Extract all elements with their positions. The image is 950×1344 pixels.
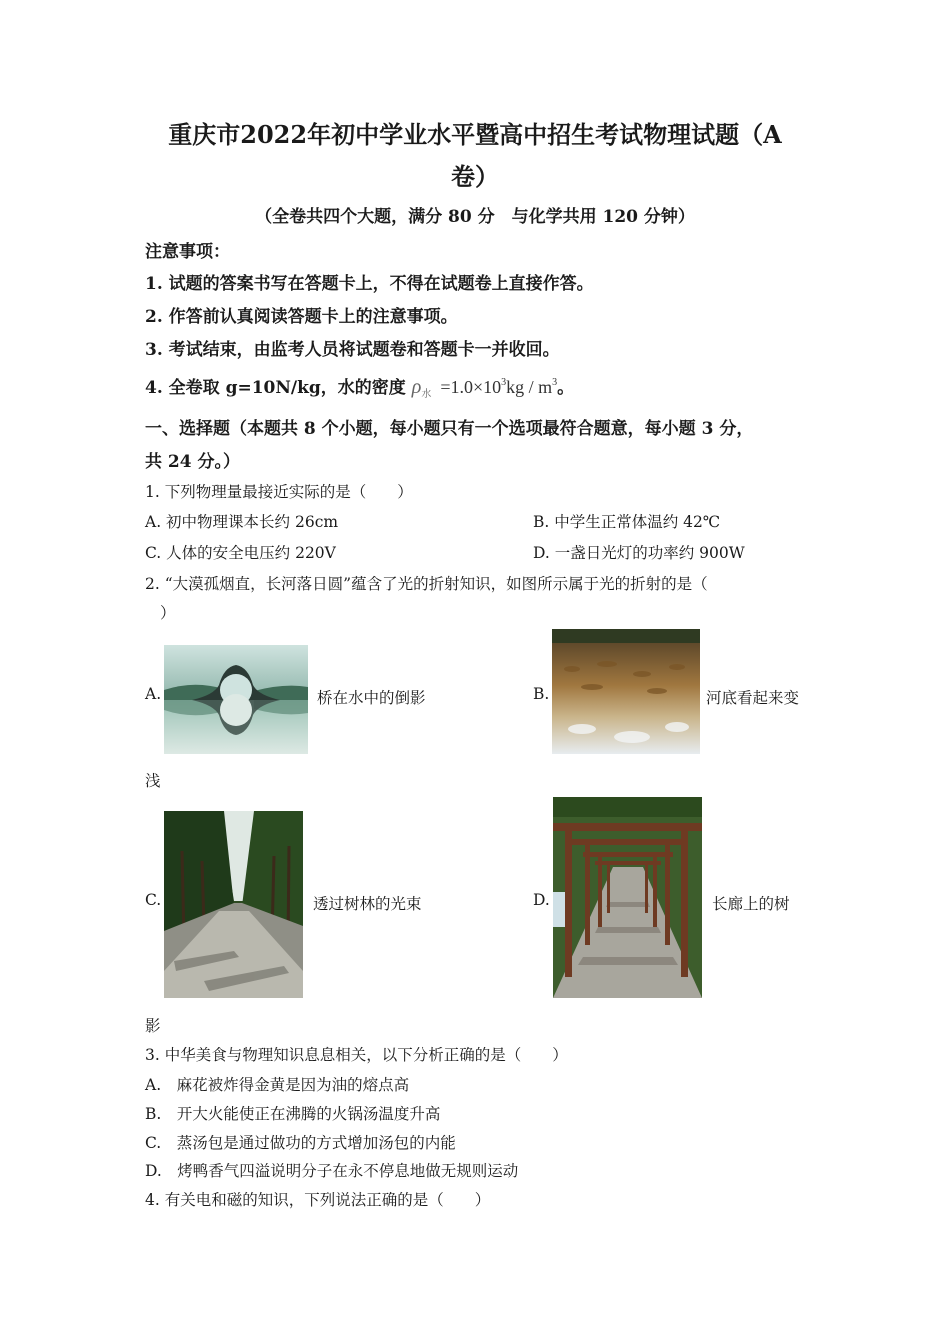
corridor-shadow-photo: [553, 797, 702, 998]
q2-option-b-caption: 河底看起来变: [706, 689, 800, 707]
q2-option-b-caption-wrap: 浅: [145, 772, 161, 790]
notice-item-4: 4. 全卷取 g=10N/kg，水的密度 $\rho_水 =1.0\times 10^3kg / m^3$。: [145, 376, 575, 400]
q4-stem: 4. 有关电和磁的知识，下列说法正确的是（ ）: [145, 1191, 491, 1209]
bridge-reflection-photo: [164, 645, 308, 754]
q2-stem-end: ）: [160, 604, 176, 622]
q2-option-c-letter: C.: [145, 891, 162, 909]
water-density-formula: $\rho_水 =1.0\times 10^3kg / m^3$: [411, 376, 558, 400]
q2-option-a-caption: 桥在水中的倒影: [317, 689, 426, 707]
q3-option-b: B. 开大火能使正在沸腾的火锅汤温度升高: [145, 1105, 441, 1123]
q2-option-d-caption: 长廊上的树: [712, 895, 790, 913]
q1-option-d: D. 一盏日光灯的功率约 900W: [533, 544, 745, 562]
q2-option-d-caption-wrap: 影: [145, 1017, 161, 1035]
q2-option-c-caption: 透过树林的光束: [313, 895, 422, 913]
q3-option-c: C. 蒸汤包是通过做功的方式增加汤包的内能: [145, 1134, 456, 1152]
forest-light-photo: [164, 811, 303, 998]
q1-stem: 1. 下列物理量最接近实际的是（ ）: [145, 483, 413, 501]
q2-option-b-letter: B.: [533, 685, 550, 703]
section1-heading-line1: 一、选择题（本题共 8 个小题，每小题只有一个选项最符合题意，每小题 3 分，: [145, 419, 754, 439]
section1-heading-line2: 共 24 分。）: [145, 452, 240, 472]
q3-option-d: D. 烤鸭香气四溢说明分子在永不停息地做无规则运动: [145, 1162, 519, 1180]
page-subtitle: （全卷共四个大题，满分 80 分 与化学共用 120 分钟）: [255, 207, 695, 227]
notice-item-3: 3. 考试结束，由监考人员将试题卷和答题卡一并收回。: [145, 340, 560, 360]
page-title-line1: 重庆市2022年初中学业水平暨高中招生考试物理试题（A: [168, 120, 782, 149]
q2-option-a-letter: A.: [145, 685, 162, 703]
notice-item-2: 2. 作答前认真阅读答题卡上的注意事项。: [145, 307, 458, 327]
page-title-line2: 卷）: [451, 162, 499, 191]
q2-stem: 2. “大漠孤烟直，长河落日圆”蕴含了光的折射知识，如图所示属于光的折射的是（: [145, 575, 708, 593]
q3-stem: 3. 中华美食与物理知识息息相关，以下分析正确的是（ ）: [145, 1046, 568, 1064]
riverbed-photo: [552, 629, 700, 754]
q3-option-a: A. 麻花被炸得金黄是因为油的熔点高: [145, 1076, 410, 1094]
q1-option-a: A. 初中物理课本长约 26cm: [145, 513, 339, 531]
notice-heading: 注意事项：: [145, 242, 230, 262]
notice-item-1: 1. 试题的答案书写在答题卡上，不得在试题卷上直接作答。: [145, 274, 594, 294]
notice-item-4-text: 4. 全卷取 g=10N/kg，水的密度: [145, 378, 406, 398]
q2-option-d-letter: D.: [533, 891, 550, 909]
q1-option-b: B. 中学生正常体温约 42℃: [533, 513, 721, 531]
q1-option-c: C. 人体的安全电压约 220V: [145, 544, 336, 562]
